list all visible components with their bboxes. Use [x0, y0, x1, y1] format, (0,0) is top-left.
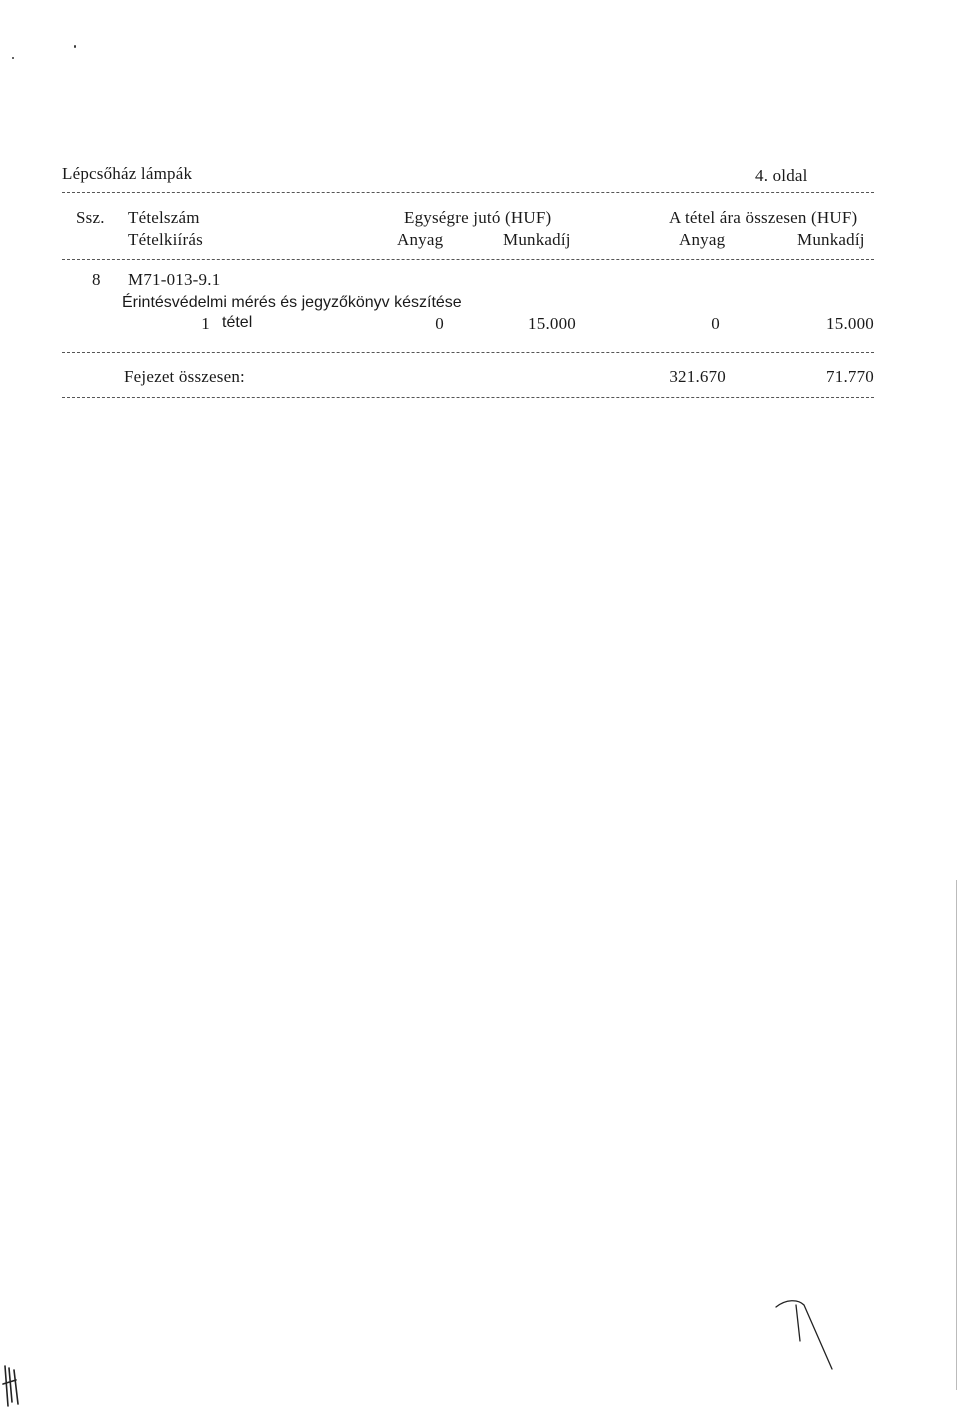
col-header-total-anyag: Anyag: [679, 230, 726, 249]
summary-total-munkadij: 71.770: [826, 367, 874, 386]
col-header-unit-anyag: Anyag: [397, 230, 444, 249]
scan-edge-line: [956, 880, 957, 1390]
header-divider: [62, 192, 874, 193]
handwritten-signature: [772, 1295, 852, 1375]
scan-speck: [74, 45, 76, 48]
col-header-tetelkiiras: Tételkiírás: [128, 230, 203, 249]
item-quantity: 1: [201, 314, 210, 333]
item-total-munkadij: 15.000: [826, 314, 874, 333]
col-header-total-group: A tétel ára összesen (HUF): [669, 208, 858, 227]
document-title: Lépcsőház lámpák: [62, 164, 193, 183]
item-description: Érintésvédelmi mérés és jegyzőkönyv készítése: [122, 294, 462, 311]
page-number: 4. oldal: [755, 166, 808, 185]
scan-speck: [12, 57, 14, 59]
item-code: M71-013-9.1: [128, 270, 221, 289]
handwritten-initials: [0, 1362, 24, 1412]
item-unit-anyag: 0: [435, 314, 444, 333]
item-ssz: 8: [92, 270, 101, 289]
item-unit: tétel: [222, 314, 253, 331]
col-header-total-munkadij: Munkadíj: [797, 230, 865, 249]
summary-label: Fejezet összesen:: [124, 367, 245, 386]
item-total-anyag: 0: [711, 314, 720, 333]
col-header-unit-group: Egységre jutó (HUF): [404, 208, 552, 227]
col-header-tetelszam: Tételszám: [128, 208, 200, 227]
summary-divider: [62, 397, 874, 398]
col-header-ssz: Ssz.: [76, 208, 105, 227]
summary-total-anyag: 321.670: [669, 367, 726, 386]
column-header-divider: [62, 259, 874, 260]
col-header-unit-munkadij: Munkadíj: [503, 230, 571, 249]
item-unit-munkadij: 15.000: [528, 314, 576, 333]
items-divider: [62, 352, 874, 353]
